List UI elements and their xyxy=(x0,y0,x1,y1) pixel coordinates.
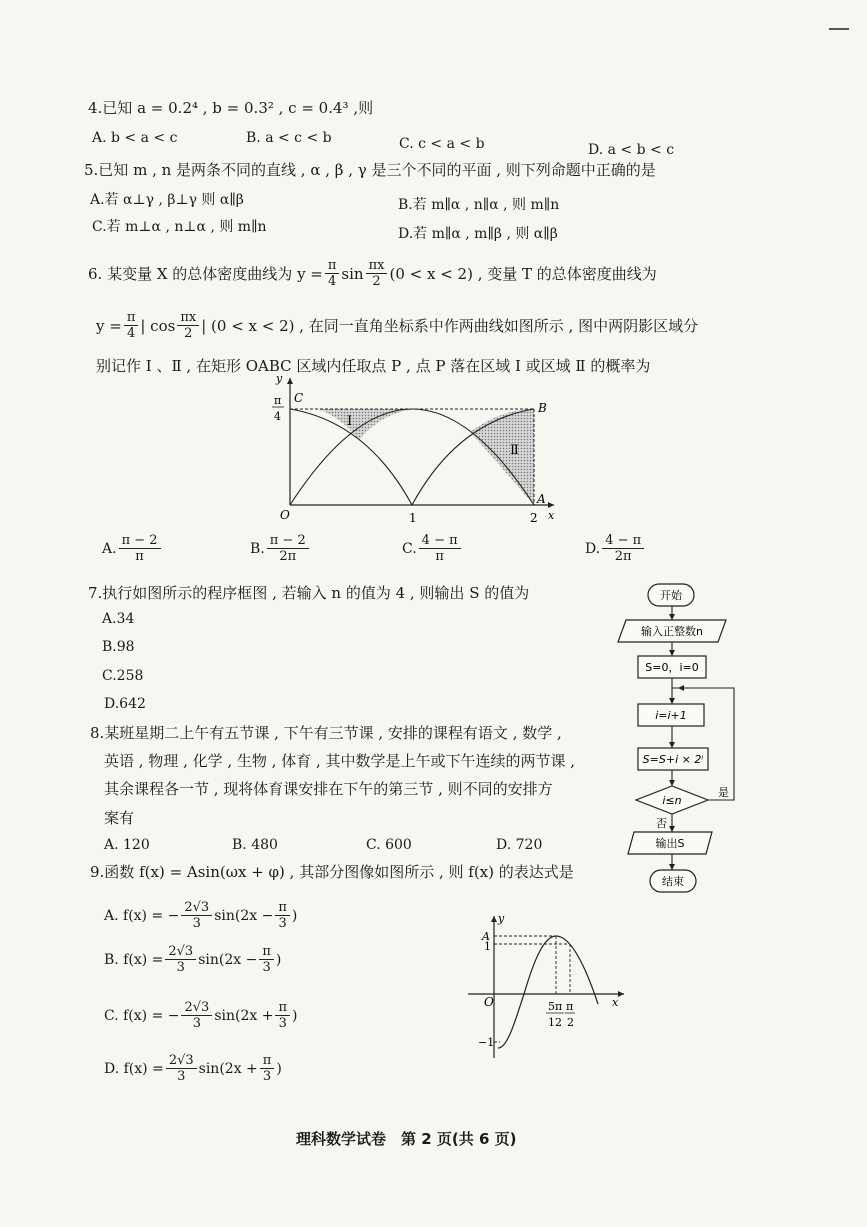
flow-condition-label: i≤n xyxy=(662,794,682,807)
option-tail: ) xyxy=(291,1007,298,1024)
q6-density-graph xyxy=(262,372,562,532)
option-prefix: B. f(x) = xyxy=(104,951,164,968)
option-prefix: D. f(x) = xyxy=(104,1060,164,1077)
frac-num: 4 − π xyxy=(419,533,461,549)
q4-option-a: A. b < a < c xyxy=(92,130,178,146)
option-phase-frac xyxy=(259,944,274,975)
q9-label-1: 1 xyxy=(484,940,491,953)
q6-option-a xyxy=(102,533,163,564)
option-coef-frac xyxy=(181,1000,212,1031)
q6-label-c: C xyxy=(294,391,304,405)
q9-x-tick-1-den: 12 xyxy=(548,1016,562,1029)
q9-option-a xyxy=(104,900,297,931)
q8-option-c: C. 600 xyxy=(366,837,412,853)
q6-region-1-label: Ⅰ xyxy=(347,414,353,429)
option-phase-frac xyxy=(275,900,290,931)
option-frac xyxy=(419,533,461,564)
q5-option-d: D.若 m∥α , m∥β , 则 α∥β xyxy=(398,226,558,242)
option-mid: sin(2x − xyxy=(198,951,258,968)
q8-line-4: 案有 xyxy=(104,809,135,827)
q5-stem: 5.已知 m , n 是两条不同的直线 , α , β , γ 是三个不同的平面 , 则下列命题中正确的是 xyxy=(84,161,656,179)
frac-den: 4 xyxy=(328,274,337,289)
flow-yes-label: 是 xyxy=(718,786,729,799)
option-prefix: A. f(x) = − xyxy=(104,907,180,924)
q9-y-axis-label: y xyxy=(498,912,505,925)
region-1-fill xyxy=(318,409,417,440)
q5-option-a: A.若 α⊥γ , β⊥γ 则 α∥β xyxy=(90,192,244,208)
frac-num: π − 2 xyxy=(119,533,161,549)
frac-num: πx xyxy=(177,310,199,326)
frac-den: 2π xyxy=(614,549,632,564)
q7-stem: 7.执行如图所示的程序框图 , 若输入 n 的值为 4 , 则输出 S 的值为 xyxy=(88,584,530,602)
frac-den: 3 xyxy=(262,1069,272,1084)
q9-option-d xyxy=(104,1053,282,1084)
loop-arrow-icon xyxy=(678,685,684,691)
q5-option-b: B.若 m∥α , n∥α , 则 m∥n xyxy=(398,197,560,213)
frac-num: 2√3 xyxy=(166,1053,197,1069)
q6-label-b: B xyxy=(538,401,547,415)
q9-x-axis-label: x xyxy=(612,996,619,1009)
q7-option-a: A.34 xyxy=(102,611,135,627)
option-phase-frac xyxy=(260,1053,275,1084)
option-letter: C. xyxy=(402,540,417,557)
q6-line2-frac1 xyxy=(124,310,139,341)
frac-num: π xyxy=(260,1053,275,1069)
q7-option-c: C.258 xyxy=(102,668,144,684)
frac-num: 4 − π xyxy=(602,533,644,549)
q6-line2-frac2 xyxy=(177,310,199,341)
frac-num: π xyxy=(325,258,340,274)
q6-option-b xyxy=(250,533,311,564)
frac-num: π xyxy=(124,310,139,326)
q6-line2 xyxy=(96,310,698,341)
option-frac xyxy=(267,533,309,564)
q9-y-axis-arrow-icon xyxy=(491,916,497,922)
q6-line2-text-a: y = xyxy=(96,316,122,335)
q9-stem: 9.函数 f(x) = Asin(ωx + φ) , 其部分图像如图所示 , 则 f(x) 的表达式是 xyxy=(90,863,574,881)
q6-region-2-label: Ⅱ xyxy=(510,443,519,458)
q6-line1 xyxy=(88,258,657,289)
q6-line1-frac2 xyxy=(366,258,388,289)
q6-line2-text-c: | (0 < x < 2) , 在同一直角坐标系中作两曲线如图所示 , 图中两阴影区域分 xyxy=(201,316,699,335)
q9-option-b xyxy=(104,944,281,975)
q8-line-2: 英语 , 物理 , 化学 , 生物 , 体育 , 其中数学是上午或下午连续的两节课 , xyxy=(104,752,576,770)
q8-option-b: B. 480 xyxy=(232,837,278,853)
q6-x-tick-2: 2 xyxy=(530,511,538,525)
frac-den: 3 xyxy=(177,1069,186,1084)
q4-option-d: D. a < b < c xyxy=(588,142,675,158)
q8-line-3: 其余课程各一节 , 现将体育课安排在下午的第三节 , 则不同的安排方 xyxy=(104,780,553,798)
q4-option-c: C. c < a < b xyxy=(399,136,485,152)
option-letter: A. xyxy=(102,540,117,557)
q6-option-d xyxy=(585,533,646,564)
flow-input-label: 输入正整数n xyxy=(641,625,703,638)
q9-option-c xyxy=(104,1000,297,1031)
frac-num: π xyxy=(259,944,274,960)
option-frac xyxy=(119,533,161,564)
q9-label-neg1: −1 xyxy=(478,1036,495,1049)
y-axis-arrow-icon xyxy=(287,378,293,384)
option-tail: ) xyxy=(291,907,298,924)
option-coef-frac xyxy=(181,900,212,931)
q6-line2-text-b: | cos xyxy=(140,316,176,335)
q6-x-axis-label: x xyxy=(548,509,555,522)
frac-num: π xyxy=(275,900,290,916)
option-mid: sin(2x + xyxy=(198,1060,258,1077)
q9-label-a: A xyxy=(482,930,490,943)
frac-num: 2√3 xyxy=(181,900,212,916)
q7-flowchart xyxy=(612,578,744,900)
q8-line-1: 8.某班星期二上午有五节课 , 下午有三节课 , 安排的课程有语文 , 数学 , xyxy=(90,724,562,742)
frac-den: 3 xyxy=(176,960,185,975)
q9-x-tick-1-num: 5π xyxy=(548,1000,563,1013)
q6-line1-text-c: (0 < x < 2) , 变量 T 的总体密度曲线为 xyxy=(389,264,657,283)
q6-y-tick-num: π xyxy=(274,394,282,407)
frac-num: π − 2 xyxy=(267,533,309,549)
frac-den: π xyxy=(135,549,144,564)
option-mid: sin(2x + xyxy=(214,1007,274,1024)
q6-label-a: A xyxy=(537,492,546,506)
option-mid: sin(2x − xyxy=(214,907,274,924)
q9-x-axis-arrow-icon xyxy=(618,991,624,997)
q6-y-tick-den: 4 xyxy=(274,410,281,423)
q6-y-axis-label: y xyxy=(276,372,283,385)
option-coef-frac xyxy=(166,1053,197,1084)
frac-den: 4 xyxy=(126,326,136,341)
option-letter: D. xyxy=(585,540,601,557)
frac-den: 3 xyxy=(262,960,271,975)
frac-den: 2 xyxy=(184,326,193,341)
q9-sine-curve xyxy=(498,936,598,1048)
q6-origin-label: O xyxy=(280,508,290,522)
q4-stem: 4.已知 a = 0.2⁴ , b = 0.3² , c = 0.4³ ,则 xyxy=(88,99,374,117)
flow-start-label: 开始 xyxy=(660,589,682,602)
option-tail: ) xyxy=(276,1060,282,1077)
frac-den: 3 xyxy=(278,916,287,931)
q9-x-tick-2-den: 2 xyxy=(567,1016,574,1029)
q6-x-tick-1: 1 xyxy=(409,511,417,525)
option-frac xyxy=(602,533,644,564)
frac-num: 2√3 xyxy=(165,944,196,960)
q9-x-tick-2-num: π xyxy=(566,1000,574,1013)
frac-den: 2π xyxy=(279,549,297,564)
x-axis-arrow-icon xyxy=(548,502,554,508)
q4-option-b: B. a < c < b xyxy=(246,130,332,146)
option-coef-frac xyxy=(165,944,196,975)
flow-inc-label: i=i+1 xyxy=(655,709,687,722)
option-letter: B. xyxy=(250,540,265,557)
frac-den: 2 xyxy=(372,274,381,289)
q6-line1-text-a: 6. 某变量 X 的总体密度曲线为 y = xyxy=(88,264,323,283)
q8-option-d: D. 720 xyxy=(496,837,543,853)
frac-num: 2√3 xyxy=(181,1000,212,1016)
frac-den: 3 xyxy=(192,1016,202,1031)
option-prefix: C. f(x) = − xyxy=(104,1007,180,1024)
frac-den: π xyxy=(435,549,444,564)
frac-den: 3 xyxy=(192,916,201,931)
q7-option-b: B.98 xyxy=(102,639,135,655)
page-footer: 理科数学试卷 第 2 页(共 6 页) xyxy=(296,1130,517,1148)
option-tail: ) xyxy=(275,951,282,968)
q6-line1-frac1 xyxy=(325,258,340,289)
q5-option-c: C.若 m⊥α , n⊥α , 则 m∥n xyxy=(92,219,267,235)
q9-origin-label: O xyxy=(484,995,494,1009)
frac-num: πx xyxy=(366,258,388,274)
frac-num: π xyxy=(275,1000,290,1016)
flow-init-label: S=0，i=0 xyxy=(645,661,699,674)
q6-line1-text-b: sin xyxy=(341,264,364,283)
flow-no-label: 否 xyxy=(656,817,667,830)
frac-den: 3 xyxy=(278,1016,287,1031)
flow-output-label: 输出S xyxy=(655,837,685,850)
q7-option-d: D.642 xyxy=(104,696,146,712)
flow-end-label: 结束 xyxy=(662,875,684,888)
q6-option-c xyxy=(402,533,463,564)
scan-edge-mark xyxy=(829,28,849,30)
q6-line3: 别记作 Ⅰ 、Ⅱ , 在矩形 OABC 区域内任取点 P , 点 P 落在区域 Ⅰ 或区域 Ⅱ 的概率为 xyxy=(96,357,651,375)
q9-sine-graph xyxy=(464,908,634,1068)
q8-option-a: A. 120 xyxy=(104,837,150,853)
option-phase-frac xyxy=(275,1000,290,1031)
flow-update-label: S=S+i × 2ⁱ xyxy=(642,753,704,766)
